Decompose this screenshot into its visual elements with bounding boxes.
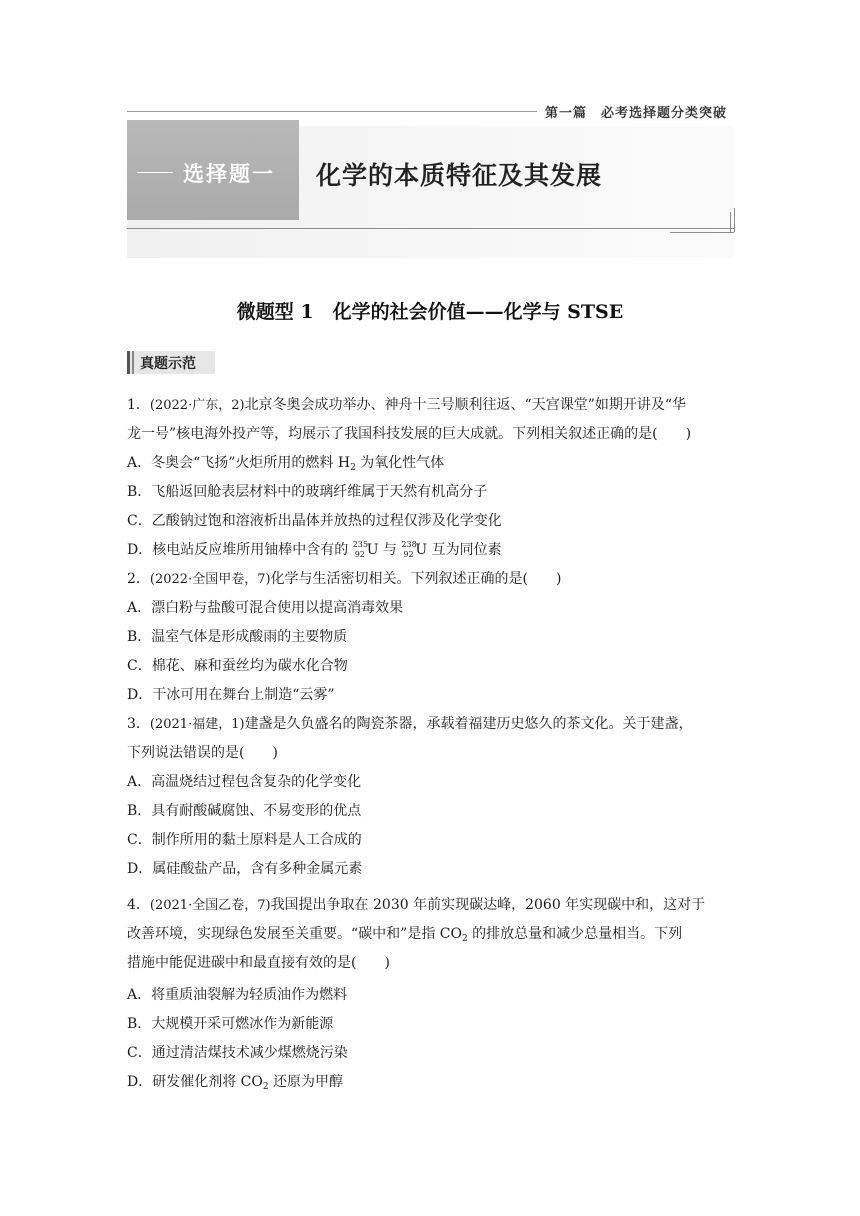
header-rule: [127, 111, 537, 112]
question-text: 建盏是久负盛名的陶瓷茶器，承载着福建历史悠久的茶文化。关于建盏，: [244, 716, 693, 732]
question-2-option-c: C．棉花、麻和蚕丝均为碳水化合物: [127, 658, 348, 674]
question-4-option-d: [127, 1073, 343, 1091]
banner-corner-line: [734, 208, 735, 232]
mass-number: 235: [352, 540, 368, 549]
question-1-option-d: [127, 541, 502, 559]
question-2-option-d: D．干冰可用在舞台上制造“云雾”: [127, 687, 335, 703]
question-text: 改善环境，实现绿色发展至关重要。“碳中和”是指 CO: [127, 926, 462, 942]
tag-bar: [127, 351, 130, 374]
option-text: U 与: [366, 542, 402, 558]
option-text: D．核电站反应堆所用铀棒中含有的: [127, 542, 353, 558]
question-1-stem: [127, 396, 686, 415]
banner-underline: [127, 228, 734, 229]
question-source: (2022·全国甲卷，7): [149, 572, 271, 587]
section-title: 微题型 1 化学的社会价值——化学与 STSE: [236, 301, 624, 323]
question-1-option-b: B．飞船返回舱表层材料中的玻璃纤维属于天然有机高分子: [127, 484, 488, 500]
section-tag-label: 真题示范: [140, 356, 196, 372]
question-4-option-c: C．通过清洁煤技术减少煤燃烧污染: [127, 1045, 348, 1061]
question-number: 3．: [127, 716, 150, 732]
option-text: 为氧化性气体: [355, 455, 445, 471]
banner-corner-line: [730, 212, 731, 232]
question-3-option-c: C．制作所用的黏土原料是人工合成的: [127, 832, 362, 848]
atomic-number: 92: [403, 550, 414, 559]
question-4-option-b: B．大规模开采可燃冰作为新能源: [127, 1016, 334, 1032]
section-tag: [127, 351, 215, 374]
banner-tab-label: 选择题一: [183, 162, 275, 186]
question-3-stem: [127, 715, 693, 734]
option-text: D．研发催化剂将 CO: [127, 1074, 263, 1090]
question-4-stem: [127, 896, 705, 915]
question-3-stem-cont: 下列说法错误的是( ): [127, 745, 278, 761]
option-text: U 互为同位素: [415, 542, 502, 558]
tag-bar: [132, 351, 134, 374]
isotope-notation: [401, 541, 415, 559]
subscript: 2: [350, 463, 356, 473]
question-4-stem-cont: 措施中能促进碳中和最直接有效的是( ): [127, 955, 390, 971]
mass-number: 238: [401, 540, 417, 549]
question-4-option-a: A．将重质油裂解为轻质油作为燃料: [127, 987, 348, 1003]
question-3-option-a: A．高温烧结过程包含复杂的化学变化: [127, 774, 362, 790]
question-1-stem-cont: 龙一号”核电海外投产等，均展示了我国科技发展的巨大成就。下列相关叙述正确的是( ): [127, 426, 692, 442]
question-2-option-a: A．漂白粉与盐酸可混合使用以提高消毒效果: [127, 600, 404, 616]
question-number: 4．: [127, 897, 150, 913]
chapter-banner: [127, 120, 734, 260]
subscript: 2: [461, 934, 468, 944]
question-4-stem-cont: [127, 925, 682, 943]
isotope-notation: [353, 541, 367, 559]
question-text: 化学与生活密切相关。下列叙述正确的是( ): [270, 571, 562, 587]
series-title: 第一篇 必考选择题分类突破: [545, 106, 728, 121]
atomic-number: 92: [354, 550, 365, 559]
option-text: A．冬奥会“飞扬”火炬所用的燃料 H: [127, 455, 351, 471]
chapter-title: 化学的本质特征及其发展: [316, 161, 603, 190]
question-1-option-a: [127, 454, 444, 472]
question-text: 北京冬奥会成功举办、神舟十三号顺利往返、“天宫课堂”如期开讲及“华: [244, 397, 687, 413]
banner-corner-line: [670, 232, 734, 233]
question-text: 的排放总量和减少总量相当。下列: [467, 926, 683, 942]
question-source: (2021·福建，1): [149, 717, 245, 732]
question-1-option-c: C．乙酸钠过饱和溶液析出晶体并放热的过程仅涉及化学变化: [127, 513, 502, 529]
subscript: 2: [262, 1082, 269, 1092]
banner-tab: [127, 120, 299, 220]
question-source: (2021·全国乙卷，7): [149, 898, 271, 913]
question-text: 我国提出争取在 2030 年前实现碳达峰，2060 年实现碳中和，这对于: [270, 897, 706, 913]
question-source: (2022·广东，2): [149, 398, 245, 413]
tab-dash: [137, 172, 173, 173]
option-text: 还原为甲醇: [268, 1074, 344, 1090]
question-2-option-b: B．温室气体是形成酸雨的主要物质: [127, 629, 348, 645]
question-3-option-d: D．属硅酸盐产品，含有多种金属元素: [127, 861, 363, 877]
question-number: 1．: [127, 397, 150, 413]
question-number: 2．: [127, 571, 150, 587]
question-2-stem: [127, 570, 562, 589]
question-3-option-b: B．具有耐酸碱腐蚀、不易变形的优点: [127, 803, 362, 819]
